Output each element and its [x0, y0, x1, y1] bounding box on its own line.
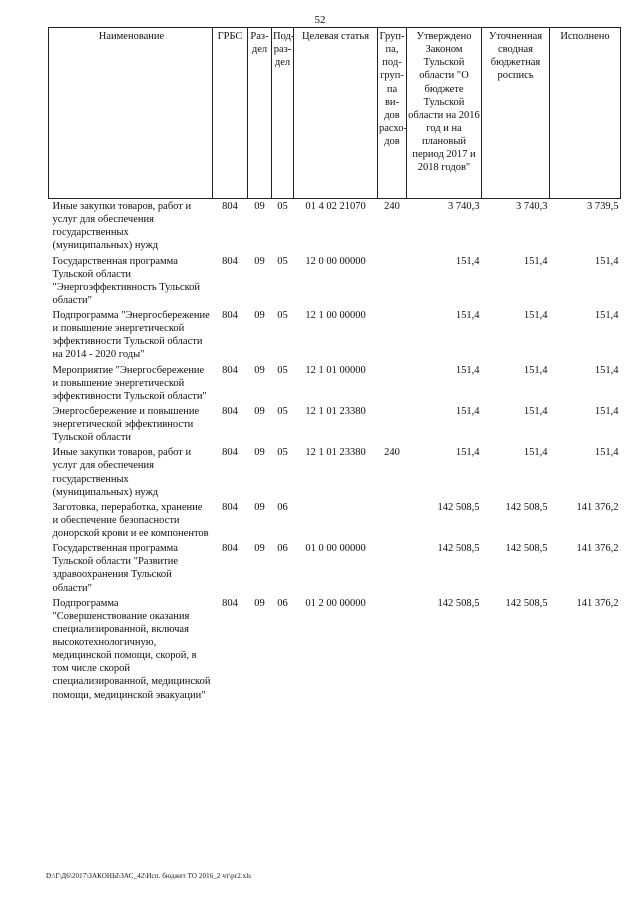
row-executed: 151,4: [594, 255, 619, 267]
header-grbs: ГРБС: [213, 28, 248, 199]
row-podrazdel: 05: [277, 364, 288, 376]
row-approved: 3 740,3: [448, 201, 480, 212]
row-name: Иные закупки товаров, работ и услуг для обеспечения государственных (муниципальных) нужд: [52, 447, 192, 498]
row-refined: 151,4: [523, 447, 548, 459]
table-row: [49, 308, 621, 363]
row-approved: 151,4: [455, 405, 480, 417]
page-number: 52: [314, 14, 326, 26]
row-name: Государственная программа Тульской области "Энергоэффективность Тульской области": [52, 255, 201, 306]
row-grbs: 804: [222, 405, 238, 417]
row-cs: 12 1 01 23380: [305, 405, 366, 417]
row-approved: 151,4: [455, 255, 480, 267]
row-approved: 142 508,5: [437, 501, 480, 513]
row-executed: 151,4: [594, 364, 619, 376]
table-row: [49, 541, 621, 596]
row-vr: [378, 541, 407, 596]
row-executed: 151,4: [594, 405, 619, 417]
row-razdel: 09: [254, 310, 265, 321]
row-podrazdel: 06: [277, 543, 288, 555]
table-row: [49, 363, 621, 404]
table-row: [49, 199, 621, 254]
header-cs: Целевая статья: [294, 28, 378, 199]
row-name: Подпрограмма "Совершенствование оказания специализированной, включая высокотехнологичную, медицинской помощи, скорой, в том числе скорой специализированной, медицинской помощи, медицинской эвакуации": [52, 597, 211, 701]
row-executed: 151,4: [594, 447, 619, 459]
header-refined: Уточненная сводная бюджетная роспись: [482, 28, 550, 199]
budget-table: [48, 27, 621, 703]
row-refined: 3 740,3: [516, 201, 548, 212]
row-cs: 12 1 00 00000: [305, 310, 366, 321]
row-refined: 151,4: [523, 255, 548, 267]
row-grbs: 804: [222, 364, 238, 376]
header-razdel: Раз-дел: [248, 28, 272, 199]
row-cs: 01 0 00 00000: [305, 543, 366, 555]
row-cs: 01 4 02 21070: [305, 201, 366, 212]
row-podrazdel: 05: [277, 310, 288, 321]
table-row: [49, 404, 621, 445]
row-approved: 151,4: [455, 447, 480, 459]
header-executed: Исполнено: [550, 28, 621, 199]
row-name: Энергосбережение и повышение энергетической эффективности Тульской области: [52, 405, 200, 444]
table-row: [49, 596, 621, 703]
row-refined: 142 508,5: [505, 501, 548, 513]
table-body: [49, 199, 621, 703]
row-executed: 151,4: [594, 310, 619, 321]
row-vr: 240: [384, 447, 400, 459]
row-vr: [378, 363, 407, 404]
row-refined: 151,4: [523, 364, 548, 376]
header-podrazdel: Под-раз-дел: [272, 28, 294, 199]
row-refined: 142 508,5: [505, 597, 548, 609]
header-approved: Утверждено Законом Тульской области "О бюджете Тульской области на 2016 год и на плановый период 2017 и 2018 годов": [407, 28, 482, 199]
row-refined: 142 508,5: [505, 543, 548, 555]
row-razdel: 09: [254, 255, 265, 267]
row-razdel: 09: [254, 405, 265, 417]
row-grbs: 804: [222, 501, 238, 513]
row-grbs: 804: [222, 201, 238, 212]
row-vr: [378, 254, 407, 309]
row-executed: 141 376,2: [576, 597, 619, 609]
table-row: [49, 500, 621, 541]
row-podrazdel: 05: [277, 255, 288, 267]
row-name: Иные закупки товаров, работ и услуг для обеспечения государственных (муниципальных) нужд: [52, 201, 192, 252]
row-podrazdel: 05: [277, 201, 288, 212]
row-approved: 151,4: [455, 364, 480, 376]
row-razdel: 09: [254, 501, 265, 513]
row-refined: 151,4: [523, 310, 548, 321]
row-vr: 240: [384, 201, 400, 212]
row-cs: [294, 500, 378, 541]
row-cs: 01 2 00 00000: [305, 597, 366, 609]
row-cs: 12 1 01 00000: [305, 364, 366, 376]
row-podrazdel: 06: [277, 597, 288, 609]
row-approved: 151,4: [455, 310, 480, 321]
row-grbs: 804: [222, 310, 238, 321]
table-row: [49, 254, 621, 309]
table-header-row: [49, 28, 621, 199]
row-podrazdel: 06: [277, 501, 288, 513]
row-grbs: 804: [222, 597, 238, 609]
header-vr: Груп-па, под-груп-па ви-дов расхо-дов: [378, 28, 407, 199]
row-podrazdel: 05: [277, 405, 288, 417]
table-row: [49, 445, 621, 500]
row-podrazdel: 05: [277, 447, 288, 459]
row-cs: 12 1 01 23380: [305, 447, 366, 459]
row-executed: 141 376,2: [576, 501, 619, 513]
row-grbs: 804: [222, 255, 238, 267]
row-vr: [378, 500, 407, 541]
row-razdel: 09: [254, 597, 265, 609]
row-vr: [378, 308, 407, 363]
file-path-footer: D:\Г\Д6\2017\ЗАКОНЫ\ЗАС_42\Исп. бюджет ТО 2016_2 чт\pr2.xls: [46, 872, 252, 880]
row-vr: [378, 404, 407, 445]
row-name: Мероприятие "Энергосбережение и повышение энергетической эффективности Тульской области": [52, 364, 207, 402]
row-vr: [378, 596, 407, 703]
row-grbs: 804: [222, 543, 238, 555]
row-executed: 141 376,2: [576, 543, 619, 555]
row-name: Подпрограмма "Энергосбережение и повышение энергетической эффективности Тульской области на 2014 - 2020 годы": [52, 310, 210, 361]
row-razdel: 09: [254, 364, 265, 376]
row-grbs: 804: [222, 447, 238, 459]
row-approved: 142 508,5: [437, 597, 480, 609]
row-razdel: 09: [254, 447, 265, 459]
row-name: Заготовка, переработка, хранение и обеспечение безопасности донорской крови и ее компонентов: [52, 501, 209, 539]
row-cs: 12 0 00 00000: [305, 255, 366, 267]
row-approved: 142 508,5: [437, 543, 480, 555]
row-name: Государственная программа Тульской области "Развитие здравоохранения Тульской области": [52, 543, 179, 594]
header-name: Наименование: [49, 28, 213, 199]
row-razdel: 09: [254, 201, 265, 212]
row-razdel: 09: [254, 543, 265, 555]
row-executed: 3 739,5: [587, 201, 619, 212]
row-refined: 151,4: [523, 405, 548, 417]
